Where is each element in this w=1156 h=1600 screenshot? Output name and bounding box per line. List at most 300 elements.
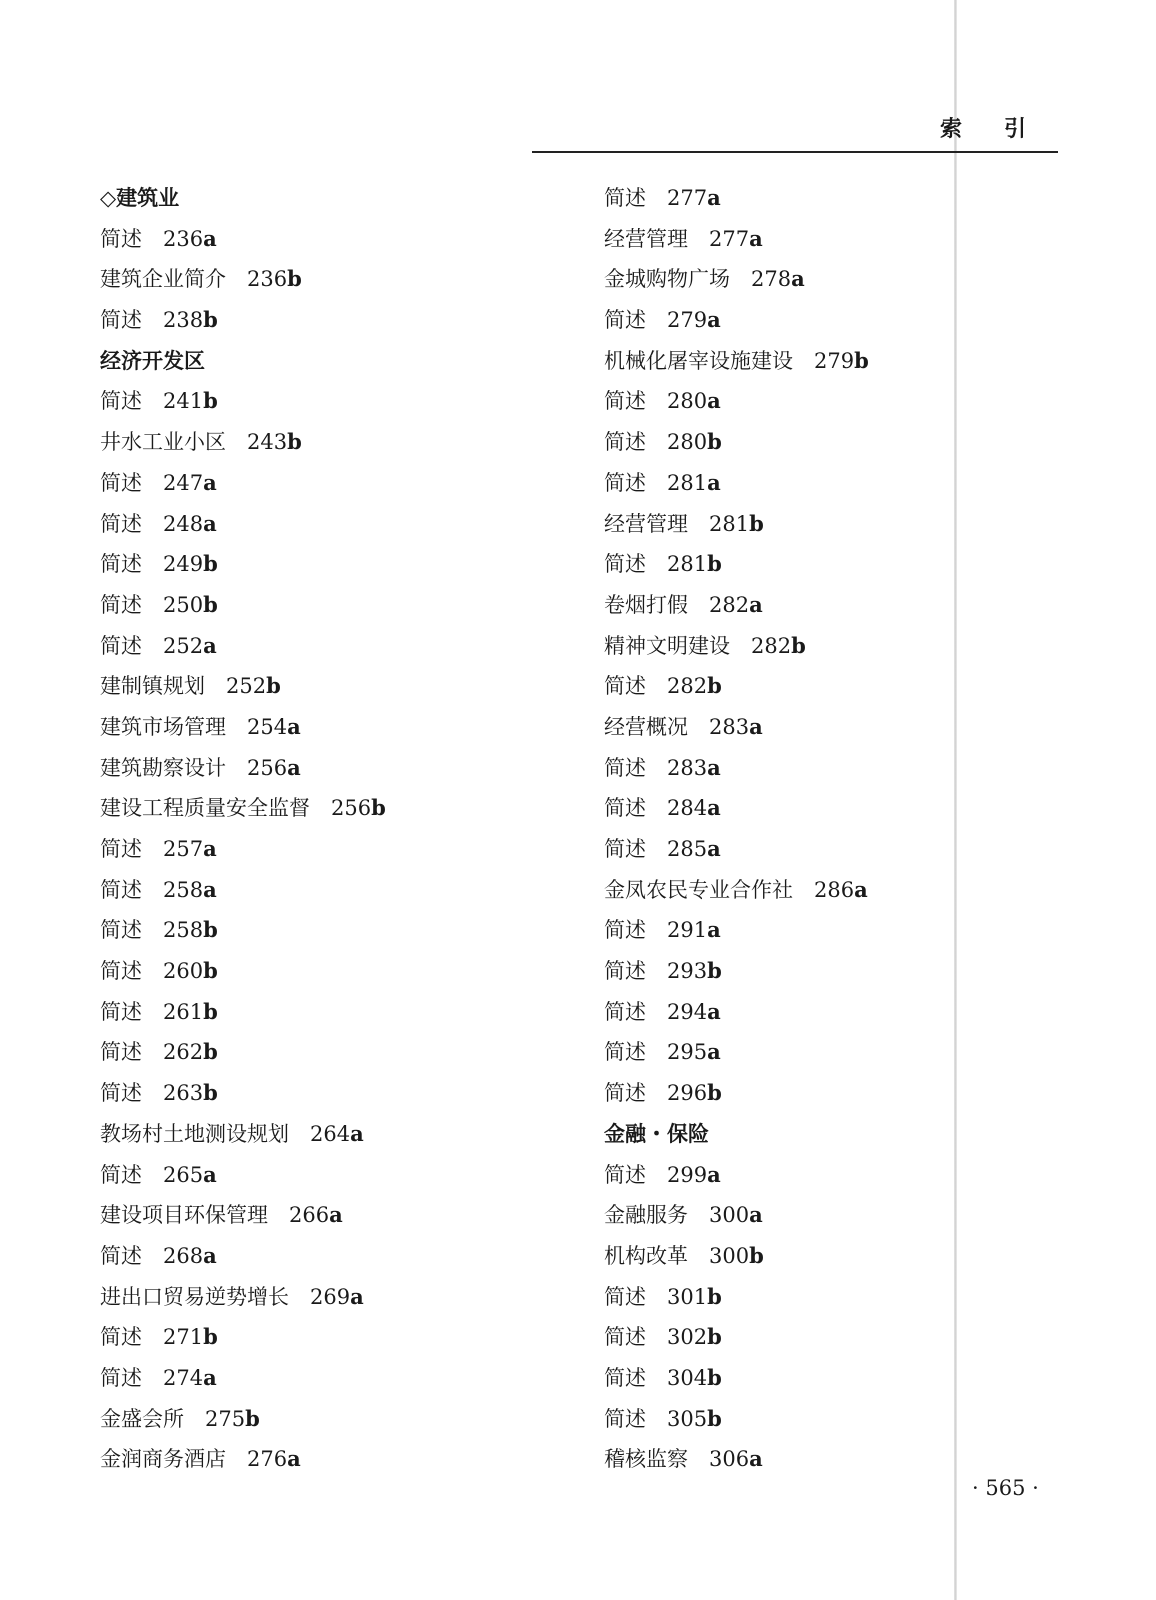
index-entry xyxy=(604,1360,869,1401)
index-entry xyxy=(604,465,869,506)
index-entry xyxy=(100,953,386,994)
page-ref-column-letter: b xyxy=(203,958,218,984)
page-ref-column-letter: b xyxy=(371,795,386,821)
index-entry xyxy=(100,750,386,791)
header-rule xyxy=(532,151,1058,153)
page-ref-number: 282 xyxy=(709,592,750,617)
index-entry xyxy=(100,587,386,628)
index-entry xyxy=(100,383,386,424)
index-entry xyxy=(604,343,869,384)
page-ref-number: 266 xyxy=(289,1203,330,1228)
index-page-ref xyxy=(331,790,386,826)
index-entry xyxy=(100,1197,386,1238)
index-term: 建筑企业简介 xyxy=(100,267,226,292)
index-entry xyxy=(100,668,386,709)
page-ref-column-letter: b xyxy=(854,347,869,373)
index-entry xyxy=(604,506,869,547)
page-ref-number: 249 xyxy=(163,552,204,577)
index-page-ref xyxy=(709,709,763,745)
page-ref-column-letter: b xyxy=(707,1364,722,1390)
index-section-heading xyxy=(604,1116,869,1157)
index-page-ref xyxy=(667,424,722,460)
index-term: 简述 xyxy=(604,755,646,780)
index-entry xyxy=(604,1197,869,1238)
index-entry xyxy=(100,1157,386,1198)
index-entry xyxy=(100,302,386,343)
index-entry xyxy=(604,750,869,791)
page-ref-column-letter: a xyxy=(203,469,217,495)
page-ref-column-letter: b xyxy=(203,998,218,1024)
page-ref-number: 301 xyxy=(667,1284,708,1309)
index-term: 简述 xyxy=(604,796,646,821)
page-ref-number: 299 xyxy=(667,1162,708,1187)
page-ref-column-letter: b xyxy=(707,958,722,984)
page-ref-number: 263 xyxy=(163,1081,204,1106)
index-page-ref xyxy=(667,383,721,419)
index-entry xyxy=(100,1401,386,1442)
page-ref-column-letter: a xyxy=(854,876,868,902)
index-page-ref xyxy=(163,1034,218,1070)
index-term: 简述 xyxy=(604,837,646,861)
page-ref-column-letter: a xyxy=(749,1202,763,1228)
page-ref-number: 258 xyxy=(163,918,204,943)
page-ref-column-letter: b xyxy=(245,1405,260,1431)
index-term: 建筑市场管理 xyxy=(100,714,226,739)
index-page-ref xyxy=(667,1279,722,1315)
index-term: 简述 xyxy=(100,877,142,902)
index-entry xyxy=(604,546,869,587)
page-ref-number: 284 xyxy=(667,796,708,821)
page-ref-column-letter: b xyxy=(707,1324,722,1350)
index-page-ref xyxy=(709,1197,763,1233)
index-entry xyxy=(604,1075,869,1116)
page-ref-number: 274 xyxy=(163,1365,204,1390)
index-entry xyxy=(604,1238,869,1279)
index-term: 卷烟打假 xyxy=(604,592,688,617)
page-ref-number: 236 xyxy=(163,226,204,251)
page-ref-number: 260 xyxy=(163,959,204,984)
page-ref-column-letter: b xyxy=(203,591,218,617)
page-ref-column-letter: a xyxy=(749,225,763,251)
page-ref-number: 238 xyxy=(163,308,204,333)
index-term: 简述 xyxy=(604,1406,646,1431)
index-page-ref xyxy=(709,587,763,623)
index-page-ref xyxy=(163,587,218,623)
index-entry xyxy=(100,465,386,506)
page-ref-column-letter: b xyxy=(203,1039,218,1065)
index-page-ref xyxy=(247,1441,301,1477)
page-ref-column-letter: b xyxy=(203,1324,218,1350)
index-entry xyxy=(604,1034,869,1075)
index-entry xyxy=(100,1441,386,1482)
index-entry xyxy=(604,1319,869,1360)
page-ref-column-letter: a xyxy=(287,754,301,780)
page-ref-number: 277 xyxy=(709,226,750,251)
page-ref-column-letter: b xyxy=(707,1080,722,1106)
index-page-ref xyxy=(163,302,218,338)
page-ref-column-letter: b xyxy=(266,673,281,699)
index-term: 机械化屠宰设施建设 xyxy=(604,348,793,373)
index-entry xyxy=(100,261,386,302)
index-entry xyxy=(604,302,869,343)
index-term: 简述 xyxy=(100,999,142,1024)
page-ref-number: 300 xyxy=(709,1243,750,1268)
page-ref-column-letter: a xyxy=(707,307,721,333)
index-entry xyxy=(604,1279,869,1320)
page-ref-number: 283 xyxy=(709,714,750,739)
index-entry xyxy=(100,1116,386,1157)
page-ref-column-letter: a xyxy=(791,266,805,292)
page-ref-number: 281 xyxy=(667,470,708,495)
index-term: 简述 xyxy=(100,1040,142,1065)
index-page-ref xyxy=(163,465,217,501)
index-term: 简述 xyxy=(604,959,646,984)
index-page-ref xyxy=(163,221,217,257)
page-ref-number: 279 xyxy=(667,308,708,333)
page-ref-column-letter: b xyxy=(707,1283,722,1309)
index-page-ref xyxy=(667,790,721,826)
page-ref-column-letter: a xyxy=(203,836,217,861)
index-term: 简述 xyxy=(604,552,646,577)
index-term: 经营管理 xyxy=(604,511,688,536)
page-ref-number: 300 xyxy=(709,1203,750,1228)
index-term: 机构改革 xyxy=(604,1243,688,1268)
index-entry xyxy=(100,912,386,953)
index-page-ref xyxy=(163,383,218,419)
page-ref-number: 281 xyxy=(709,511,750,536)
page-ref-number: 293 xyxy=(667,959,708,984)
page-ref-column-letter: a xyxy=(707,795,721,821)
page-ref-column-letter: a xyxy=(707,185,721,210)
index-page-ref xyxy=(247,750,301,786)
page-ref-number: 294 xyxy=(667,999,708,1024)
page-ref-column-letter: b xyxy=(203,307,218,333)
index-term: 教场村土地测设规划 xyxy=(100,1121,289,1146)
index-term: 金融服务 xyxy=(604,1203,688,1228)
page-ref-column-letter: b xyxy=(707,1405,722,1431)
index-page-ref xyxy=(667,546,722,582)
page-ref-column-letter: a xyxy=(749,713,763,739)
index-page-ref xyxy=(667,465,721,501)
page-ref-column-letter: a xyxy=(707,998,721,1024)
index-entry xyxy=(100,709,386,750)
index-page-ref xyxy=(709,1441,763,1477)
index-page-ref xyxy=(814,343,869,379)
index-entry xyxy=(604,1441,869,1482)
index-entry xyxy=(100,546,386,587)
index-term: 简述 xyxy=(100,511,142,536)
index-entry xyxy=(604,587,869,628)
page-ref-column-letter: a xyxy=(707,469,721,495)
index-page-ref xyxy=(667,994,721,1030)
page-ref-column-letter: b xyxy=(287,429,302,455)
index-entry xyxy=(100,628,386,669)
index-page-ref xyxy=(163,506,217,542)
page-ref-number: 268 xyxy=(163,1243,204,1268)
page-ref-number: 252 xyxy=(163,633,204,658)
index-page-ref xyxy=(667,302,721,338)
index-term: 简述 xyxy=(100,1325,142,1350)
index-page-ref xyxy=(709,1238,764,1274)
index-page-ref xyxy=(163,1319,218,1355)
page-ref-number: 280 xyxy=(667,430,708,455)
index-page-ref xyxy=(247,261,302,297)
index-term: 简述 xyxy=(100,389,142,414)
page-ref-number: 279 xyxy=(814,348,855,373)
index-term: 建设项目环保管理 xyxy=(100,1203,268,1228)
page-ref-number: 247 xyxy=(163,470,204,495)
index-entry xyxy=(604,709,869,750)
index-term: 金融・保险 xyxy=(604,1121,709,1146)
page-ref-number: 296 xyxy=(667,1081,708,1106)
page-ref-column-letter: a xyxy=(749,591,763,617)
index-page-ref xyxy=(709,506,764,542)
index-entry xyxy=(604,872,869,913)
index-term: 稽核监察 xyxy=(604,1447,688,1472)
page-ref-column-letter: a xyxy=(707,1039,721,1065)
index-term: 简述 xyxy=(604,186,646,210)
index-section-heading xyxy=(100,180,386,221)
index-term: 简述 xyxy=(100,633,142,658)
page-ref-column-letter: a xyxy=(707,1161,721,1187)
index-entry xyxy=(604,1157,869,1198)
index-entry xyxy=(100,1279,386,1320)
index-page-ref xyxy=(667,953,722,989)
page-ref-column-letter: a xyxy=(350,1283,364,1309)
index-term: 金盛会所 xyxy=(100,1406,184,1431)
index-term: 金润商务酒店 xyxy=(100,1447,226,1472)
index-entry xyxy=(100,1075,386,1116)
index-term: 简述 xyxy=(100,1081,142,1106)
index-term: 简述 xyxy=(100,552,142,577)
index-term: 经营概况 xyxy=(604,714,688,739)
index-entry xyxy=(604,261,869,302)
page-fold-shadow xyxy=(954,0,957,1600)
index-page-ref xyxy=(751,261,805,297)
index-term: 简述 xyxy=(100,470,142,495)
index-page-ref xyxy=(226,668,281,704)
index-page-ref xyxy=(667,1157,721,1193)
page-ref-number: 306 xyxy=(709,1447,750,1472)
page-ref-column-letter: a xyxy=(203,225,217,251)
index-entry xyxy=(604,628,869,669)
index-term: 精神文明建设 xyxy=(604,633,730,658)
index-page-ref xyxy=(163,872,217,908)
index-term: 简述 xyxy=(100,837,142,861)
index-page-ref xyxy=(163,1360,217,1396)
index-entry xyxy=(100,506,386,547)
page-ref-number: 304 xyxy=(667,1365,708,1390)
index-page-ref xyxy=(205,1401,260,1437)
page-ref-number: 275 xyxy=(205,1406,246,1431)
index-term: 简述 xyxy=(604,1162,646,1187)
index-term: 简述 xyxy=(604,308,646,333)
page-ref-column-letter: a xyxy=(203,1364,217,1390)
index-entry xyxy=(100,994,386,1035)
page-ref-number: 236 xyxy=(247,267,288,292)
page-ref-column-letter: b xyxy=(203,551,218,577)
index-page-ref xyxy=(310,1116,364,1152)
page-ref-column-letter: b xyxy=(749,1242,764,1268)
page-ref-number: 252 xyxy=(226,674,267,699)
page-ref-column-letter: a xyxy=(329,1202,343,1228)
index-page-ref xyxy=(163,953,218,989)
index-term: 建设工程质量安全监督 xyxy=(100,796,310,821)
page-ref-number: 283 xyxy=(667,755,708,780)
index-term: 简述 xyxy=(100,226,142,251)
index-page-ref xyxy=(163,628,217,664)
page-ref-column-letter: b xyxy=(707,429,722,455)
page-ref-number: 254 xyxy=(247,714,288,739)
page-ref-column-letter: b xyxy=(203,917,218,943)
page-ref-column-letter: a xyxy=(287,1446,301,1472)
page-ref-number: 257 xyxy=(163,837,204,861)
page-ref-column-letter: b xyxy=(791,632,806,658)
page-ref-column-letter: a xyxy=(707,388,721,414)
index-entry xyxy=(100,1360,386,1401)
index-term: 简述 xyxy=(100,308,142,333)
page-ref-number: 248 xyxy=(163,511,204,536)
page-ref-number: 278 xyxy=(751,267,792,292)
index-section-heading xyxy=(100,343,386,384)
index-entry xyxy=(604,790,869,831)
index-entry xyxy=(100,221,386,262)
index-term: 简述 xyxy=(604,470,646,495)
index-page-ref xyxy=(289,1197,343,1233)
page-ref-column-letter: a xyxy=(287,713,301,739)
page-ref-number: 262 xyxy=(163,1040,204,1065)
page-ref-column-letter: b xyxy=(203,1080,218,1106)
index-page-ref xyxy=(163,1238,217,1274)
index-entry xyxy=(100,831,386,872)
index-page-ref xyxy=(667,1075,722,1111)
page-number: · 565 · xyxy=(972,1476,1039,1500)
page-ref-column-letter: a xyxy=(203,876,217,902)
index-page-ref xyxy=(163,994,218,1030)
index-term: 经营管理 xyxy=(604,226,688,251)
page-ref-number: 265 xyxy=(163,1162,204,1187)
index-term: 建制镇规划 xyxy=(100,674,205,699)
page-ref-column-letter: b xyxy=(707,551,722,577)
index-page-ref xyxy=(247,709,301,745)
index-entry xyxy=(604,994,869,1035)
page-ref-number: 261 xyxy=(163,999,204,1024)
index-page-ref xyxy=(667,750,721,786)
index-entry xyxy=(604,668,869,709)
index-term: 简述 xyxy=(604,1040,646,1065)
index-entry xyxy=(604,953,869,994)
page-ref-column-letter: b xyxy=(749,510,764,536)
page-ref-column-letter: a xyxy=(707,917,721,943)
index-term: 简述 xyxy=(604,674,646,699)
page-ref-column-letter: a xyxy=(749,1446,763,1472)
page-ref-column-letter: b xyxy=(203,388,218,414)
index-term: 井水工业小区 xyxy=(100,430,226,455)
index-term: 简述 xyxy=(604,430,646,455)
page-ref-number: 280 xyxy=(667,389,708,414)
index-term: 简述 xyxy=(604,1284,646,1309)
index-page-ref xyxy=(667,1360,722,1396)
index-term: 金凤农民专业合作社 xyxy=(604,877,793,902)
index-term: 简述 xyxy=(604,1081,646,1106)
page-ref-column-letter: a xyxy=(707,754,721,780)
index-term: 简述 xyxy=(100,918,142,943)
index-term: 简述 xyxy=(604,389,646,414)
page-ref-column-letter: b xyxy=(707,673,722,699)
index-term: 简述 xyxy=(100,1162,142,1187)
index-term: 简述 xyxy=(100,1365,142,1390)
page-ref-number: 281 xyxy=(667,552,708,577)
index-entry xyxy=(100,790,386,831)
index-column-right xyxy=(604,180,869,1482)
index-term: 经济开发区 xyxy=(100,348,205,373)
index-column-left xyxy=(100,180,386,1482)
page-ref-number: 264 xyxy=(310,1121,351,1146)
index-page-ref xyxy=(247,424,302,460)
page-ref-column-letter: a xyxy=(203,510,217,536)
page-ref-number: 305 xyxy=(667,1406,708,1431)
index-entry xyxy=(100,1238,386,1279)
page-ref-column-letter: a xyxy=(203,632,217,658)
page-ref-number: 276 xyxy=(247,1447,288,1472)
index-page-ref xyxy=(667,1319,722,1355)
page-ref-number: 285 xyxy=(667,837,708,861)
index-term: 简述 xyxy=(604,918,646,943)
index-entry xyxy=(604,912,869,953)
index-page-ref xyxy=(751,628,806,664)
index-term: 金城购物广场 xyxy=(604,267,730,292)
page-ref-number: 282 xyxy=(667,674,708,699)
index-page-ref xyxy=(163,912,218,948)
index-term: 简述 xyxy=(100,1243,142,1268)
index-entry xyxy=(604,1401,869,1442)
index-entry xyxy=(604,383,869,424)
index-page-ref xyxy=(667,912,721,948)
page-ref-number: 295 xyxy=(667,1040,708,1065)
index-entry xyxy=(100,1034,386,1075)
index-page-ref xyxy=(709,221,763,257)
page-ref-number: 250 xyxy=(163,592,204,617)
index-page-ref xyxy=(163,546,218,582)
index-term: 简述 xyxy=(604,1365,646,1390)
page-ref-number: 277 xyxy=(667,186,708,210)
index-page-ref xyxy=(667,668,722,704)
index-term: 简述 xyxy=(100,592,142,617)
page-ref-column-letter: a xyxy=(707,836,721,861)
page-ref-number: 291 xyxy=(667,918,708,943)
index-page-ref xyxy=(163,1075,218,1111)
running-header-title: 索引 xyxy=(940,117,1069,142)
index-page-ref xyxy=(667,180,721,216)
page-ref-number: 256 xyxy=(331,796,372,821)
index-page-ref xyxy=(667,831,721,867)
page-ref-number: 256 xyxy=(247,755,288,780)
index-term: 简述 xyxy=(604,999,646,1024)
index-entry xyxy=(604,424,869,465)
page-ref-column-letter: a xyxy=(203,1161,217,1187)
page-ref-column-letter: b xyxy=(287,266,302,292)
index-page-ref xyxy=(163,1157,217,1193)
index-page-ref xyxy=(667,1034,721,1070)
page-ref-number: 258 xyxy=(163,877,204,902)
index-entry xyxy=(100,424,386,465)
index-term: 建筑勘察设计 xyxy=(100,755,226,780)
page-ref-number: 243 xyxy=(247,430,288,455)
index-entry xyxy=(604,831,869,872)
index-entry xyxy=(604,221,869,262)
index-term: ◇建筑业 xyxy=(100,186,180,210)
index-entry xyxy=(100,872,386,913)
